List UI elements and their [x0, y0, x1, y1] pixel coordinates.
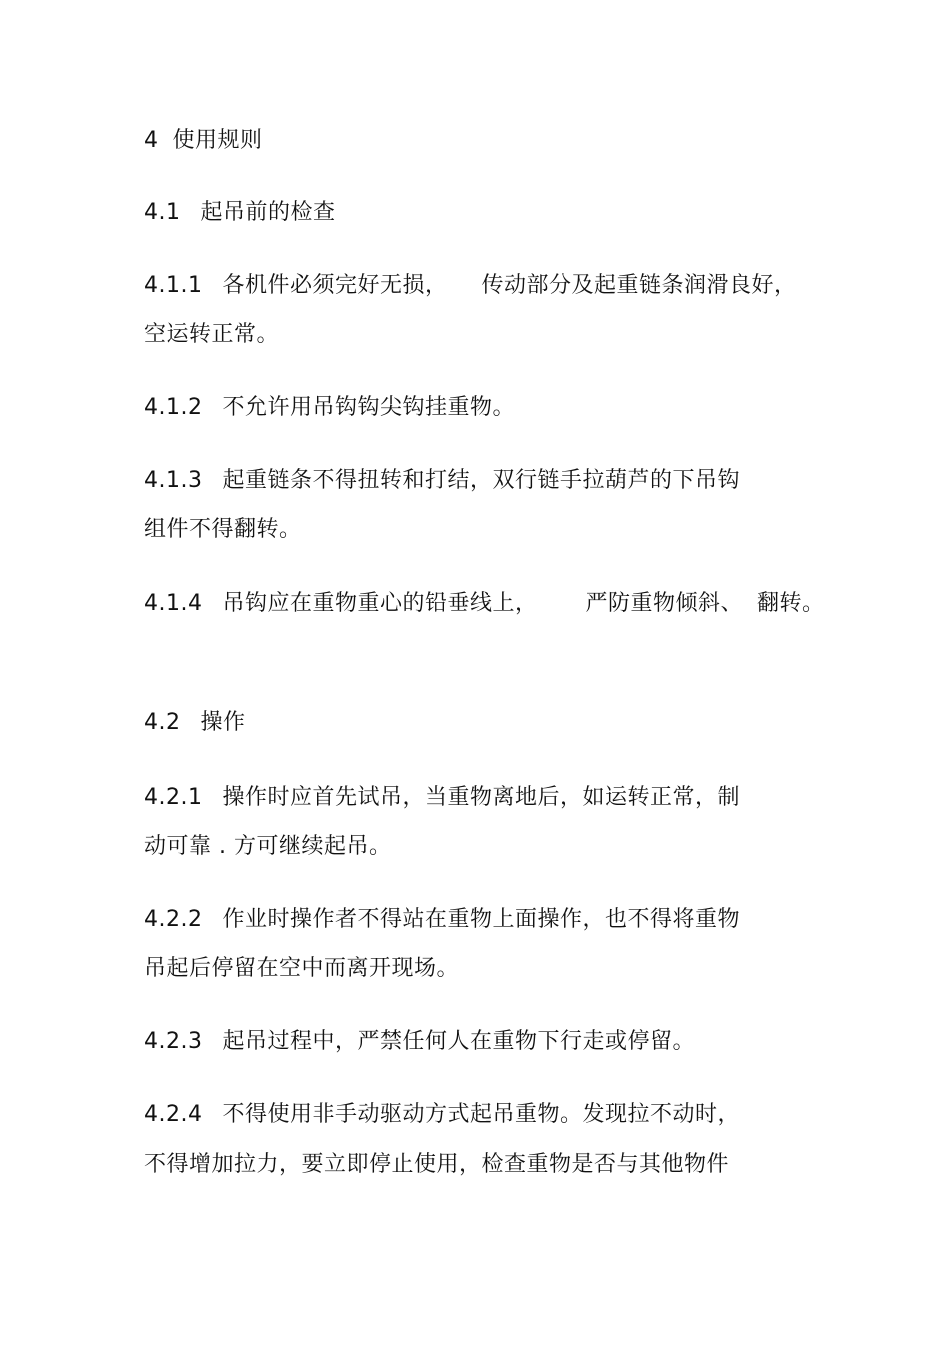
clause-text: 各机件必须完好无损，	[222, 273, 448, 298]
clause-text: 起吊过程中，严禁任何人在重物下行走或停留。	[222, 1029, 695, 1054]
subsection-title: 起吊前的检查	[200, 200, 336, 225]
clause-text: 吊起后停留在空中而离开现场。	[144, 956, 460, 981]
clause-4-2-4-continued	[144, 1150, 729, 1180]
subsection-title: 操作	[200, 710, 246, 735]
clause-4-1-1-continued	[144, 320, 279, 350]
section-4-2-heading	[144, 708, 246, 738]
clause-4-2-4	[144, 1100, 740, 1130]
section-4-1-heading	[144, 198, 336, 228]
clause-text: 翻转。	[757, 591, 825, 616]
clause-4-2-1	[144, 783, 740, 813]
clause-number: 4.2.1	[144, 785, 203, 810]
clause-text: 严防重物倾斜、	[585, 591, 744, 616]
section-title: 使用规则	[172, 128, 263, 153]
clause-4-1-4	[144, 589, 825, 619]
subsection-number: 4.2	[144, 710, 181, 735]
clause-text: 空运转正常。	[144, 322, 280, 347]
clause-number: 4.2.3	[144, 1029, 203, 1054]
subsection-number: 4.1	[144, 200, 181, 225]
clause-text: 不允许用吊钩钩尖钩挂重物。	[222, 395, 515, 420]
clause-text: 操作时应首先试吊，当重物离地后，如运转正常，制	[222, 785, 740, 810]
clause-text: 传动部分及起重链条润滑良好，	[481, 273, 797, 298]
clause-text: 不得使用非手动驱动方式起吊重物。发现拉不动时，	[222, 1102, 740, 1127]
clause-4-1-3	[144, 466, 740, 496]
clause-number: 4.2.4	[144, 1102, 203, 1127]
section-number: 4	[144, 128, 159, 153]
clause-number: 4.1.4	[144, 591, 203, 616]
clause-text: 组件不得翻转。	[144, 517, 302, 542]
clause-text: 吊钩应在重物重心的铅垂线上，	[222, 591, 538, 616]
section-4-heading	[144, 126, 263, 156]
clause-4-2-2	[144, 905, 740, 935]
clause-4-1-3-continued	[144, 515, 302, 545]
clause-text: 动可靠 . 方可继续起吊。	[144, 834, 392, 859]
clause-text: 作业时操作者不得站在重物上面操作，也不得将重物	[222, 907, 740, 932]
clause-4-2-1-continued	[144, 832, 391, 862]
clause-text: 起重链条不得扭转和打结，双行链手拉葫芦的下吊钩	[222, 468, 740, 493]
clause-number: 4.2.2	[144, 907, 203, 932]
clause-number: 4.1.1	[144, 273, 203, 298]
clause-number: 4.1.2	[144, 395, 203, 420]
clause-4-1-1	[144, 271, 797, 301]
clause-number: 4.1.3	[144, 468, 203, 493]
clause-4-1-2	[144, 393, 515, 423]
clause-4-2-3	[144, 1027, 695, 1057]
clause-4-2-2-continued	[144, 954, 459, 984]
clause-text: 不得增加拉力，要立即停止使用，检查重物是否与其他物件	[144, 1152, 730, 1177]
